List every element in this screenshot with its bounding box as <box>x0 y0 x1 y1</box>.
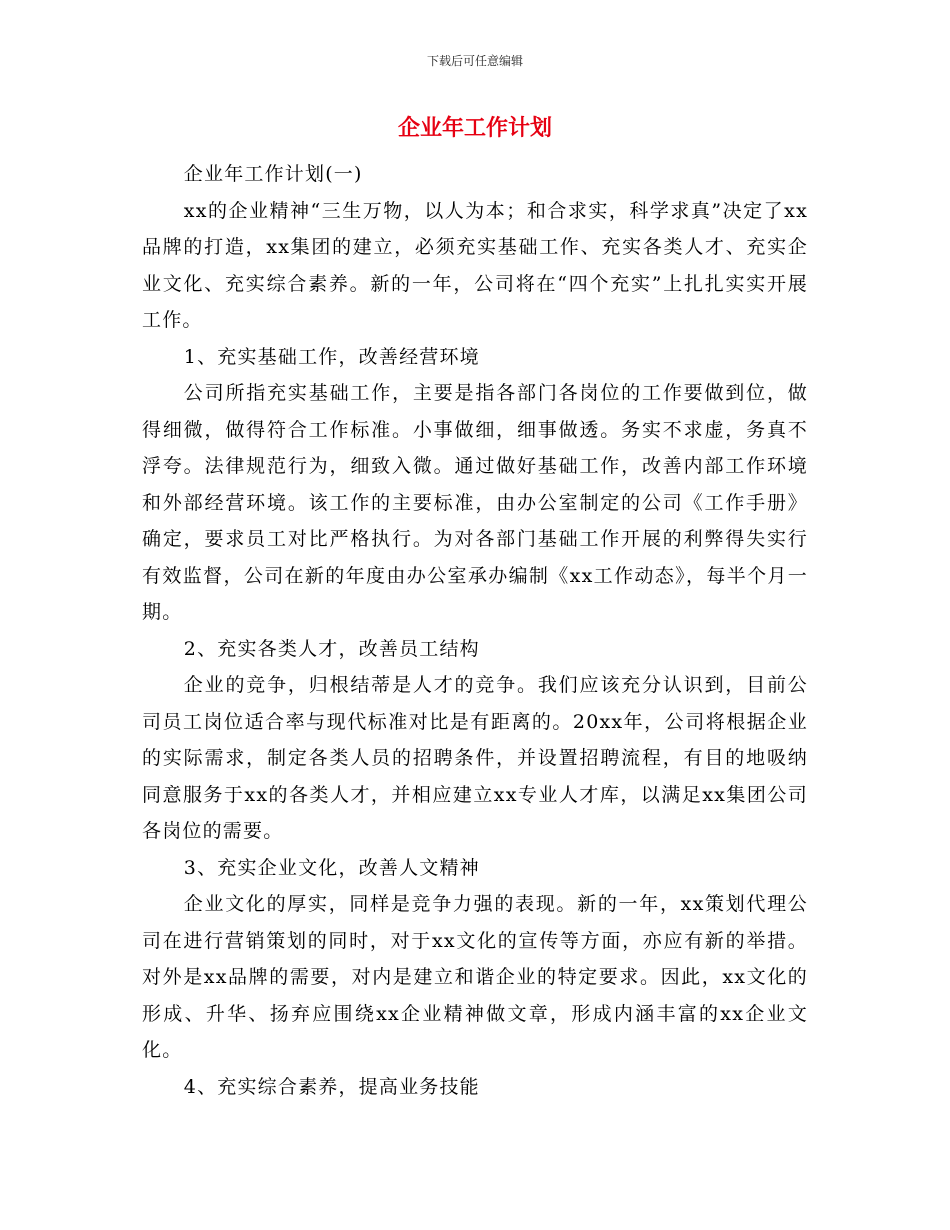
section-heading-3: 3、充实企业文化，改善人文精神 <box>183 856 480 879</box>
document-title: 企业年工作计划 <box>397 115 552 141</box>
intro-paragraph: xx的企业精神“三生万物，以人为本；和合求实，科学求真”决定了xx品牌的打造，xx集团的建立，必须充实基础工作、充实各类人才、充实企业文化、充实综合素养。新的一年，公司将在“四个充实”上扎扎实实开展工作。 <box>142 199 808 331</box>
section-body-1: 公司所指充实基础工作，主要是指各部门各岗位的工作要做到位，做得细微，做得符合工作标准。小事做细，细事做透。务实不求虚，务真不浮夸。法律规范行为，细致入微。通过做好基础工作，改善内部工作环境和外部经营环境。该工作的主要标准，由办公室制定的公司《工作手册》确定，要求员工对比严格执行。为对各部门基础工作开展的利弊得失实行有效监督，公司在新的年度由办公室承办编制《xx工作动态》，每半个月一期。 <box>142 382 808 623</box>
header-note: 下载后可任意编辑 <box>426 54 523 68</box>
subtitle-paragraph: 企业年工作计划(一) <box>183 163 363 185</box>
section-body-3: 企业文化的厚实，同样是竞争力强的表现。新的一年，xx策划代理公司在进行营销策划的同时，对于xx文化的宣传等方面，亦应有新的举措。对外是xx品牌的需要，对内是建立和谐企业的特定要求。因此，xx文化的形成、升华、扬弃应围绕xx企业精神做文章，形成内涵丰富的xx企业文化。 <box>142 893 808 1061</box>
document-body <box>142 156 808 1105</box>
section-heading-1: 1、充实基础工作，改善经营环境 <box>183 345 480 368</box>
section-body-2: 企业的竞争，归根结蒂是人才的竞争。我们应该充分认识到，目前公司员工岗位适合率与现代标准对比是有距离的。20xx年，公司将根据企业的实际需求，制定各类人员的招聘条件，并设置招聘流程，有目的地吸纳同意服务于xx的各类人才，并相应建立xx专业人才库，以满足xx集团公司各岗位的需要。 <box>142 674 808 842</box>
section-heading-2: 2、充实各类人才，改善员工结构 <box>183 637 480 660</box>
section-heading-4: 4、充实综合素养，提高业务技能 <box>183 1075 480 1098</box>
